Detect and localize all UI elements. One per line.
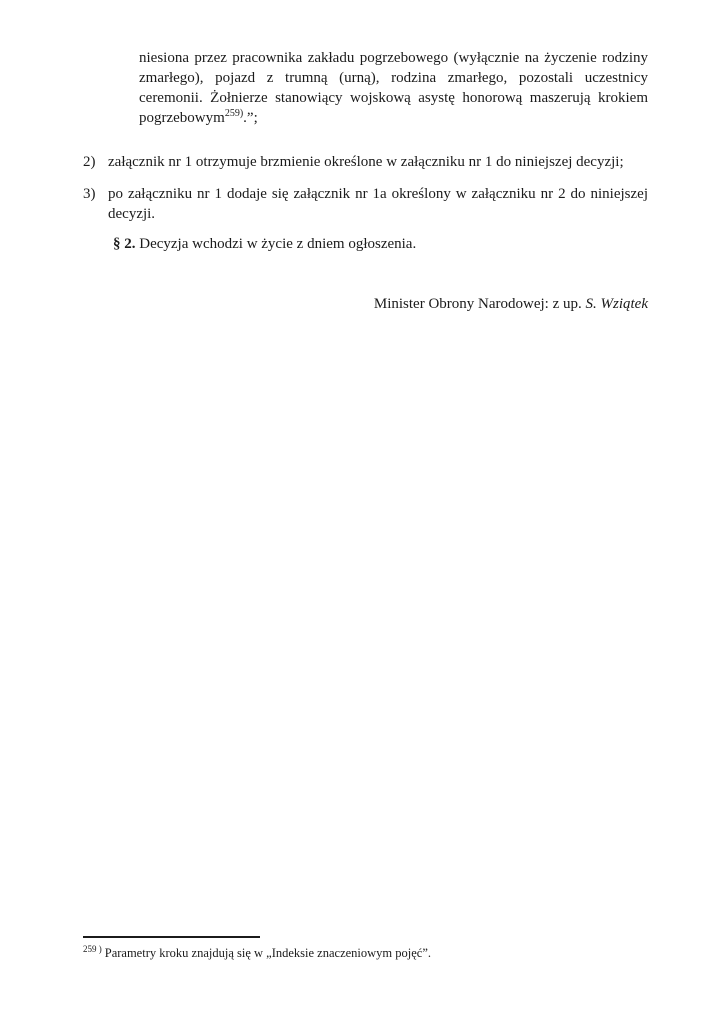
list-item-3	[83, 184, 648, 224]
quoted-paragraph-text: niesiona przez pracownika zakładu pogrzebowego (wyłącznie na życzenie rodziny zmarłego), pojazd z trumną (urną), rodzina zmarłego, pozostali uczestnicy ceremonii. Żołnierze stanowiący wojskową asystę honorową maszerują krokiem pogrzebowym	[139, 50, 648, 126]
quoted-paragraph	[139, 48, 648, 128]
footnote-marker: 259 )	[83, 943, 102, 954]
list-item-3-text: po załączniku nr 1 dodaje się załącznik nr 1a określony w załączniku nr 2 do niniejszej decyzji.	[108, 186, 648, 222]
quoted-paragraph-closing: .”;	[243, 110, 258, 126]
section-2-paragraph	[113, 234, 648, 254]
footnote-area	[83, 936, 648, 961]
signature-title: Minister Obrony Narodowej: z up.	[373, 296, 582, 312]
list-item-2-text: załącznik nr 1 otrzymuje brzmienie określone w załączniku nr 1 do niniejszej decyzji;	[108, 154, 624, 170]
footnote-divider	[83, 936, 260, 938]
signature-line	[83, 294, 648, 314]
footnote	[83, 945, 648, 961]
list-item-3-number: 3)	[83, 186, 96, 202]
list-item-2-number: 2)	[83, 154, 96, 170]
section-2-text: Decyzja wchodzi w życie z dniem ogłoszenia.	[139, 236, 417, 252]
footnote-text: Parametry kroku znajdują się w „Indeksie znaczeniowym pojęć”.	[104, 946, 432, 960]
section-2-label: § 2.	[113, 236, 136, 252]
document-body	[83, 48, 648, 314]
signature-name: S. Wziątek	[585, 296, 648, 312]
list-item-2	[83, 152, 648, 172]
footnote-reference: 259)	[224, 108, 244, 119]
